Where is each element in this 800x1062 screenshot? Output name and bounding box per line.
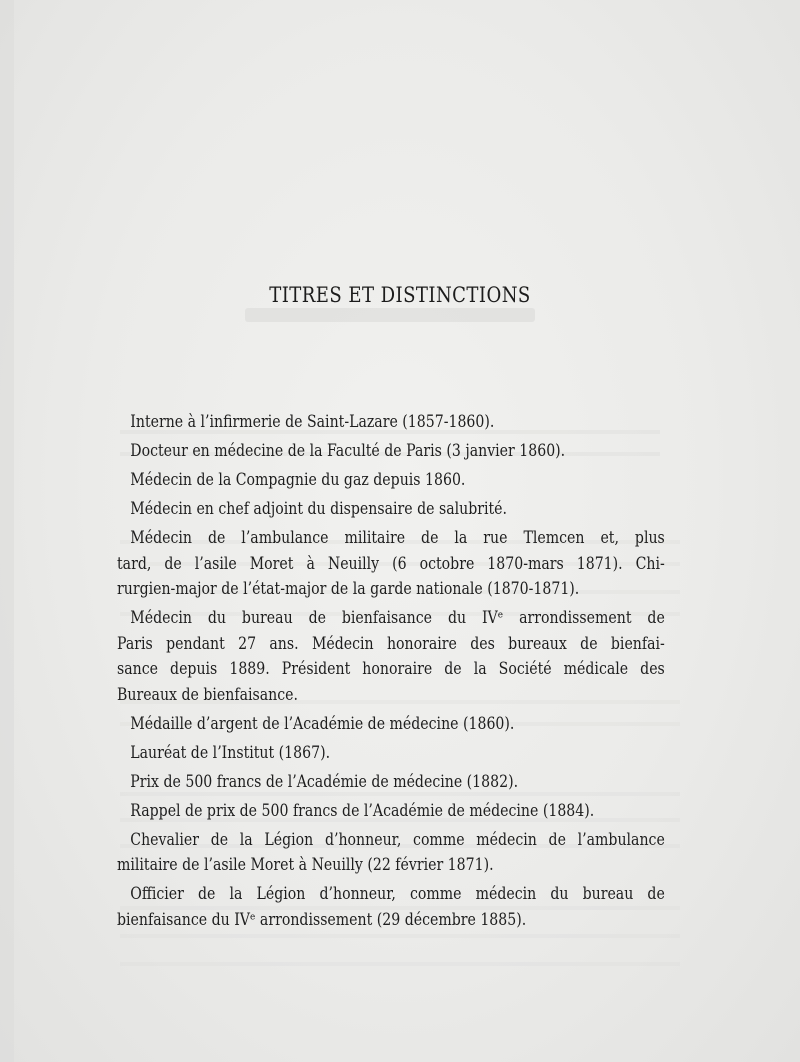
- distinction-entry: [117, 468, 665, 494]
- text-line: Rappel de prix de 500 francs de l’Académie de médecine (1884).: [130, 800, 595, 821]
- text-line: rurgien-major de l’état-major de la garde nationale (1870-1871).: [117, 579, 580, 599]
- distinction-entry: [117, 799, 665, 825]
- distinction-entry: [117, 410, 665, 436]
- text-line: Chevalier de la Légion d’honneur, comme médecin de l’ambulance: [130, 829, 665, 850]
- text-line: Médecin en chef adjoint du dispensaire de salubrité.: [130, 499, 508, 519]
- text-line: militaire de l’asile Moret à Neuilly (22 février 1871).: [117, 855, 494, 875]
- distinction-entry: [117, 526, 665, 603]
- text-line: tard, de l’asile Moret à Neuilly (6 octobre 1870-mars 1871). Chi-: [117, 553, 665, 574]
- text-line: Médecin de la Compagnie du gaz depuis 1860.: [130, 470, 466, 490]
- text-line: Interne à l’infirmerie de Saint-Lazare (1857-1860).: [130, 412, 495, 432]
- text-line: bienfaisance du IVᵉ arrondissement (29 décembre 1885).: [117, 909, 527, 930]
- text-line: Prix de 500 francs de l’Académie de médecine (1882).: [130, 771, 519, 792]
- text-line: Officier de la Légion d’honneur, comme médecin du bureau de: [130, 884, 665, 904]
- distinction-entry: [117, 606, 665, 708]
- text-line: Bureaux de bienfaisance.: [117, 684, 298, 705]
- distinctions-list: [117, 410, 665, 937]
- distinction-entry: [117, 882, 665, 933]
- page-title: TITRES ET DISTINCTIONS: [269, 283, 531, 307]
- text-line: Paris pendant 27 ans. Médecin honoraire des bureaux de bienfai-: [117, 633, 665, 654]
- text-line: Médaille d’argent de l’Académie de médecine (1860).: [130, 713, 515, 734]
- distinction-entry: [117, 497, 665, 523]
- distinction-entry: [117, 439, 665, 465]
- distinction-entry: [117, 770, 665, 796]
- distinction-entry: [117, 828, 665, 879]
- text-line: Lauréat de l’Institut (1867).: [130, 742, 331, 763]
- distinction-entry: [117, 712, 665, 738]
- distinction-entry: [117, 741, 665, 767]
- text-line: Médecin du bureau de bienfaisance du IVᵉ arrondissement de: [130, 608, 665, 628]
- text-line: sance depuis 1889. Président honoraire de la Société médicale des: [117, 659, 665, 679]
- text-line: Médecin de l’ambulance militaire de la rue Tlemcen et, plus: [130, 528, 665, 548]
- text-line: Docteur en médecine de la Faculté de Paris (3 janvier 1860).: [130, 441, 566, 461]
